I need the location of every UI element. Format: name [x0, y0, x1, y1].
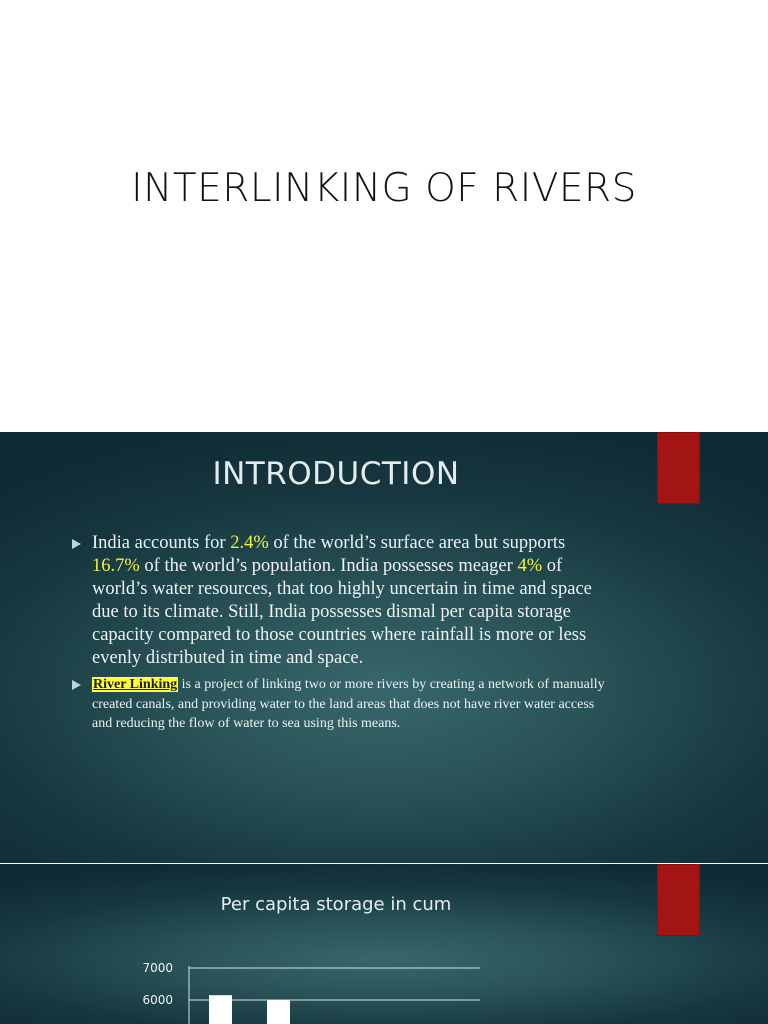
chart-title: Per capita storage in cum: [220, 894, 452, 915]
bullet-text: of world’s water resources, that too highly uncertain in time and space due to its climate. Still, India possesses dismal per capita storage capacity compared to those countries where rainfall is more or less evenly distributed in time and space.: [92, 556, 592, 668]
bullet-item-1: [70, 532, 610, 670]
introduction-slide: [0, 432, 768, 863]
title-slide: [0, 0, 768, 432]
bullet-arrow-icon: [72, 539, 81, 549]
slide-heading: INTRODUCTION: [212, 456, 460, 492]
bullet-text: of the world’s population. India possesses meager: [139, 556, 518, 576]
bullet-text: is a project of linking two or more rivers by creating a network of manually created canals, and providing water to the land areas that does not have river water access and reducing the flow of water to sea using this means.: [92, 677, 605, 731]
presentation-title: INTERLINKING OF RIVERS: [131, 166, 637, 211]
highlight-stat: 16.7%: [92, 556, 140, 576]
bullet-item-2: [70, 675, 610, 734]
highlighted-term: River Linking: [93, 677, 178, 692]
y-tick-label: 7000: [142, 961, 173, 975]
bullet-arrow-icon: [72, 680, 81, 690]
chart-slide: [0, 864, 768, 1024]
highlight-stat: 2.4%: [230, 533, 269, 553]
bullet-text: of the world’s surface area but supports: [268, 533, 566, 553]
y-tick-label: 6000: [142, 993, 173, 1007]
bar: [209, 995, 232, 1024]
bar-chart: [0, 864, 768, 1024]
bullet-text: India accounts for: [92, 533, 231, 553]
bar: [267, 1000, 290, 1024]
highlight-stat: 4%: [517, 556, 543, 576]
bullet-list: [70, 532, 610, 734]
